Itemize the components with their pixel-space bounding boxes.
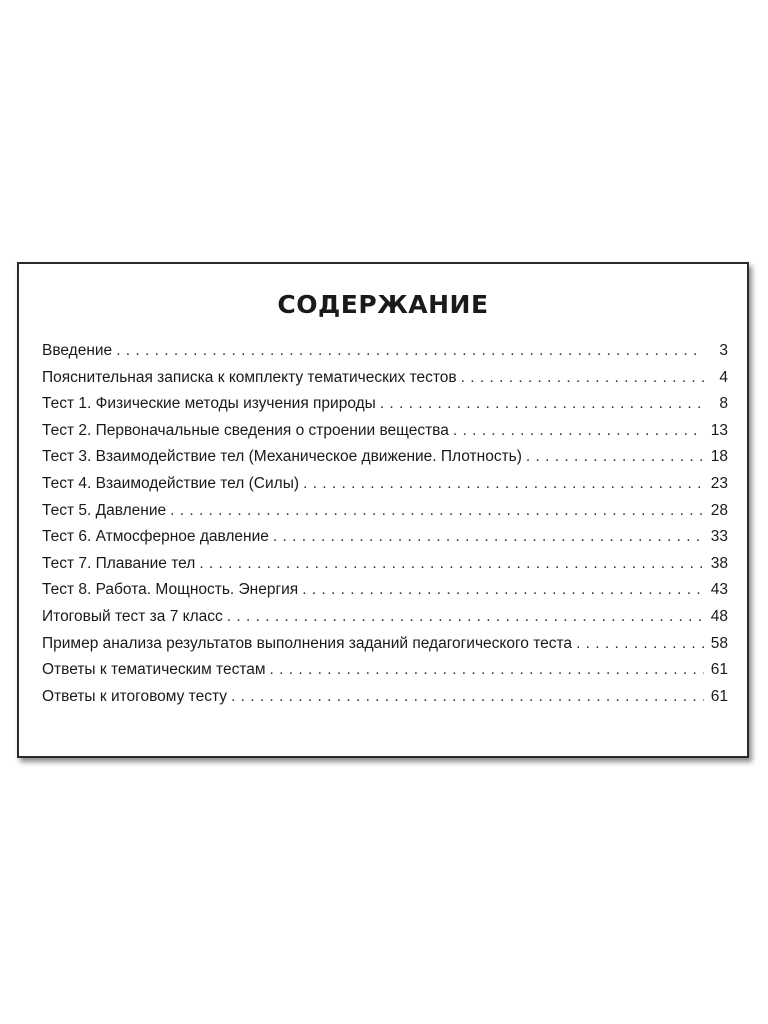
toc-entry-label: Ответы к итоговому тесту <box>42 687 227 705</box>
toc-entry <box>42 528 728 555</box>
toc-leader-dots <box>273 528 704 546</box>
toc-entry <box>42 555 728 582</box>
toc-leader-dots <box>170 502 704 520</box>
toc-leader-dots <box>231 688 704 706</box>
toc-entry-label: Тест 5. Давление <box>42 501 167 519</box>
toc-entry <box>42 688 728 715</box>
toc-entry-page: 48 <box>710 607 728 625</box>
toc-entry <box>42 502 728 529</box>
toc-entry-page: 23 <box>710 474 728 492</box>
toc-leader-dots <box>302 581 704 599</box>
toc-frame <box>17 262 749 758</box>
toc-entry-page: 38 <box>710 554 728 572</box>
toc-entry-page: 33 <box>710 528 728 546</box>
toc-entry <box>42 635 728 662</box>
toc-entry-page: 3 <box>719 342 728 359</box>
toc-entry <box>42 422 728 449</box>
toc-entry <box>42 369 728 396</box>
toc-entry-label: Тест 2. Первоначальные сведения о строении вещества <box>42 421 449 439</box>
toc-leader-dots <box>116 342 704 360</box>
toc-entry-page: 4 <box>719 368 728 386</box>
toc-leader-dots <box>380 395 704 413</box>
toc-leader-dots <box>576 635 704 653</box>
toc-entry-label: Введение <box>42 342 113 359</box>
toc-leader-dots <box>227 608 704 626</box>
toc-entry-page: 61 <box>710 687 728 705</box>
toc-entry-page: 43 <box>710 581 728 599</box>
toc-entry <box>42 475 728 502</box>
toc-entry-page: 13 <box>710 421 728 439</box>
toc-list <box>42 342 728 714</box>
toc-entry-label: Ответы к тематическим тестам <box>42 661 266 679</box>
toc-entry-page: 8 <box>719 395 728 413</box>
toc-leader-dots <box>453 422 704 440</box>
toc-entry-label: Тест 3. Взаимодействие тел (Механическое движение. Плотность) <box>42 448 522 466</box>
toc-leader-dots <box>303 475 704 493</box>
toc-entry <box>42 661 728 688</box>
toc-leader-dots <box>199 555 704 573</box>
toc-entry <box>42 608 728 635</box>
toc-entry-label: Тест 4. Взаимодействие тел (Силы) <box>42 474 299 492</box>
toc-leader-dots <box>526 448 704 466</box>
toc-entry <box>42 448 728 475</box>
toc-entry-page: 61 <box>710 661 728 679</box>
toc-entry-page: 58 <box>710 634 728 652</box>
toc-entry-label: Пример анализа результатов выполнения заданий педагогического теста <box>42 634 573 652</box>
toc-entry-label: Тест 8. Работа. Мощность. Энергия <box>42 581 299 599</box>
toc-leader-dots <box>270 661 704 679</box>
toc-entry <box>42 395 728 422</box>
page-title: СОДЕРЖАНИЕ <box>277 290 489 319</box>
toc-entry <box>42 342 728 369</box>
toc-entry-page: 18 <box>710 448 728 466</box>
toc-entry-label: Итоговый тест за 7 класс <box>42 607 223 625</box>
toc-leader-dots <box>461 369 704 387</box>
toc-entry-label: Тест 7. Плавание тел <box>42 554 196 572</box>
toc-entry-label: Тест 1. Физические методы изучения природы <box>42 395 376 413</box>
toc-entry-page: 28 <box>710 501 728 519</box>
toc-entry <box>42 581 728 608</box>
toc-entry-label: Тест 6. Атмосферное давление <box>42 528 269 546</box>
toc-entry-label: Пояснительная записка к комплекту тематических тестов <box>42 368 457 386</box>
